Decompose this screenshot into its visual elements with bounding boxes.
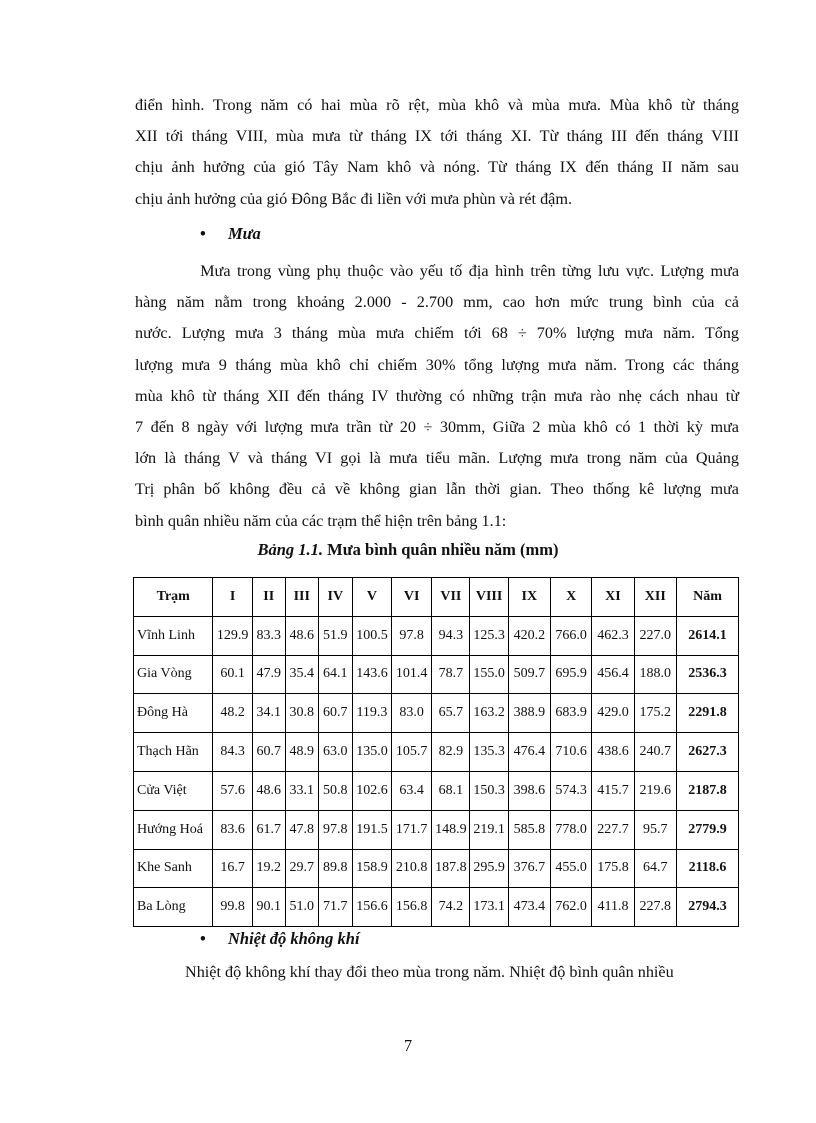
table-cell: 63.4: [392, 771, 432, 810]
table-cell: 227.0: [634, 616, 676, 655]
paragraph-rain: [135, 256, 739, 537]
table-cell: 94.3: [432, 616, 470, 655]
section-heading-rain: [200, 224, 261, 244]
annual-total: 2291.8: [676, 694, 738, 733]
paragraph-temperature: Nhiệt độ không khí thay đổi theo mùa trong năm. Nhiệt độ bình quân nhiều: [185, 963, 674, 981]
table-cell: 150.3: [470, 771, 508, 810]
table-cell: 683.9: [551, 694, 592, 733]
text-line: Mưa trong vùng phụ thuộc vào yếu tố địa hình trên từng lưu vực. Lượng mưa: [135, 262, 739, 280]
table-cell: 95.7: [634, 810, 676, 849]
table-cell: 48.9: [285, 733, 318, 772]
annual-total: 2794.3: [676, 888, 738, 927]
table-cell: 135.3: [470, 733, 508, 772]
table-cell: 105.7: [392, 733, 432, 772]
table-cell: 710.6: [551, 733, 592, 772]
text-line: lớn là tháng V và tháng VI gọi là mưa tiểu mãn. Lượng mưa trong năm của Quảng: [135, 449, 739, 468]
annual-total: 2627.3: [676, 733, 738, 772]
table-cell: 61.7: [252, 810, 285, 849]
table-cell: 438.6: [592, 733, 634, 772]
table-cell: 163.2: [470, 694, 508, 733]
table-cell: 78.7: [432, 655, 470, 694]
annual-total: 2536.3: [676, 655, 738, 694]
table-cell: 48.6: [252, 771, 285, 810]
annual-total: 2779.9: [676, 810, 738, 849]
column-header: XII: [634, 578, 676, 617]
table-cell: 97.8: [318, 810, 352, 849]
table-cell: 187.8: [432, 849, 470, 888]
table-cell: 60.7: [252, 733, 285, 772]
table-cell: 33.1: [285, 771, 318, 810]
table-cell: 695.9: [551, 655, 592, 694]
table-cell: 48.2: [213, 694, 252, 733]
section-heading-temperature: [200, 929, 360, 949]
bullet-icon: •: [200, 224, 206, 243]
table-cell: 227.7: [592, 810, 634, 849]
table-cell: 119.3: [352, 694, 391, 733]
table-cell: 420.2: [508, 616, 550, 655]
table-cell: 156.6: [352, 888, 391, 927]
table-cell: 47.9: [252, 655, 285, 694]
column-header: IV: [318, 578, 352, 617]
text-line: chịu ảnh hưởng của gió Tây Nam khô và nóng. Từ tháng IX đến tháng II năm sau: [135, 158, 739, 177]
bullet-icon: •: [200, 929, 206, 948]
table-cell: 129.9: [213, 616, 252, 655]
text-line: lượng mưa 9 tháng mùa khô chỉ chiếm 30% tổng lượng mưa năm. Trong các tháng: [135, 355, 739, 374]
table-cell: 71.7: [318, 888, 352, 927]
table-cell: 30.8: [285, 694, 318, 733]
table-row: [134, 733, 739, 772]
table-cell: 158.9: [352, 849, 391, 888]
table-cell: 60.1: [213, 655, 252, 694]
table-cell: 456.4: [592, 655, 634, 694]
annual-total: 2614.1: [676, 616, 738, 655]
column-header: VII: [432, 578, 470, 617]
table-cell: 125.3: [470, 616, 508, 655]
table-cell: 455.0: [551, 849, 592, 888]
column-header: Trạm: [134, 578, 213, 617]
table-cell: 175.2: [634, 694, 676, 733]
table-cell: 762.0: [551, 888, 592, 927]
table-cell: 47.8: [285, 810, 318, 849]
station-name: Thạch Hãn: [134, 733, 213, 772]
table-cell: 574.3: [551, 771, 592, 810]
table-header-row: [134, 578, 739, 617]
paragraph-climate: [135, 90, 739, 215]
caption-label: Bảng 1.1.: [257, 540, 324, 559]
column-header: III: [285, 578, 318, 617]
table-cell: 51.0: [285, 888, 318, 927]
station-name: Cửa Việt: [134, 771, 213, 810]
text-line: điển hình. Trong năm có hai mùa rõ rệt, mùa khô và mùa mưa. Mùa khô từ tháng: [135, 96, 739, 114]
table-cell: 175.8: [592, 849, 634, 888]
table-cell: 148.9: [432, 810, 470, 849]
table-cell: 143.6: [352, 655, 391, 694]
table-cell: 35.4: [285, 655, 318, 694]
column-header: Năm: [676, 578, 738, 617]
table-cell: 429.0: [592, 694, 634, 733]
table-cell: 210.8: [392, 849, 432, 888]
column-header: VIII: [470, 578, 508, 617]
table-cell: 101.4: [392, 655, 432, 694]
table-cell: 411.8: [592, 888, 634, 927]
table-cell: 99.8: [213, 888, 252, 927]
table-cell: 509.7: [508, 655, 550, 694]
table-cell: 398.6: [508, 771, 550, 810]
table-cell: 74.2: [432, 888, 470, 927]
table-cell: 102.6: [352, 771, 391, 810]
station-name: Gia Vòng: [134, 655, 213, 694]
page-number: 7: [403, 1036, 413, 1055]
table-cell: 29.7: [285, 849, 318, 888]
table-cell: 173.1: [470, 888, 508, 927]
table-cell: 135.0: [352, 733, 391, 772]
table-row: [134, 694, 739, 733]
text-line: 7 đến 8 ngày với lượng mưa trần từ 20 ÷ 30mm, Giữa 2 mùa khô có 1 thời kỳ mưa: [135, 418, 739, 437]
heading-text: Mưa: [228, 224, 261, 243]
table-cell: 48.6: [285, 616, 318, 655]
table-cell: 34.1: [252, 694, 285, 733]
table-cell: 462.3: [592, 616, 634, 655]
table-row: [134, 888, 739, 927]
table-row: [134, 849, 739, 888]
column-header: I: [213, 578, 252, 617]
annual-total: 2187.8: [676, 771, 738, 810]
rainfall-table: [133, 577, 739, 927]
table-cell: 83.6: [213, 810, 252, 849]
table-cell: 219.1: [470, 810, 508, 849]
table-cell: 100.5: [352, 616, 391, 655]
table-cell: 219.6: [634, 771, 676, 810]
station-name: Khe Sanh: [134, 849, 213, 888]
table-cell: 473.4: [508, 888, 550, 927]
table-cell: 83.0: [392, 694, 432, 733]
table-cell: 60.7: [318, 694, 352, 733]
station-name: Vĩnh Linh: [134, 616, 213, 655]
table-cell: 90.1: [252, 888, 285, 927]
table-cell: 155.0: [470, 655, 508, 694]
table-row: [134, 810, 739, 849]
table-cell: 191.5: [352, 810, 391, 849]
table-cell: 415.7: [592, 771, 634, 810]
text-line: XII tới tháng VIII, mùa mưa từ tháng IX tới tháng XI. Từ tháng III đến tháng VIII: [135, 127, 739, 146]
table-cell: 240.7: [634, 733, 676, 772]
table-cell: 57.6: [213, 771, 252, 810]
heading-text: Nhiệt độ không khí: [228, 929, 360, 948]
column-header: XI: [592, 578, 634, 617]
table-cell: 16.7: [213, 849, 252, 888]
table-cell: 84.3: [213, 733, 252, 772]
table-cell: 83.3: [252, 616, 285, 655]
table-cell: 295.9: [470, 849, 508, 888]
text-line: nước. Lượng mưa 3 tháng mùa mưa chiếm tới 68 ÷ 70% lượng mưa năm. Tổng: [135, 324, 739, 343]
table-cell: 68.1: [432, 771, 470, 810]
table-row: [134, 771, 739, 810]
table-cell: 476.4: [508, 733, 550, 772]
table-cell: 64.7: [634, 849, 676, 888]
station-name: Ba Lòng: [134, 888, 213, 927]
column-header: IX: [508, 578, 550, 617]
table-cell: 50.8: [318, 771, 352, 810]
table-cell: 19.2: [252, 849, 285, 888]
text-line: hàng năm nằm trong khoảng 2.000 - 2.700 mm, cao hơn mức trung bình của cả: [135, 293, 739, 312]
text-line: chịu ảnh hưởng của gió Đông Bắc đi liền với mưa phùn và rét đậm.: [135, 189, 573, 208]
table-cell: 89.8: [318, 849, 352, 888]
table-cell: 51.9: [318, 616, 352, 655]
text-line: bình quân nhiều năm của các trạm thể hiện trên bảng 1.1:: [135, 511, 507, 530]
table-cell: 227.8: [634, 888, 676, 927]
table-cell: 156.8: [392, 888, 432, 927]
table-cell: 778.0: [551, 810, 592, 849]
table-cell: 376.7: [508, 849, 550, 888]
table-cell: 766.0: [551, 616, 592, 655]
annual-total: 2118.6: [676, 849, 738, 888]
column-header: X: [551, 578, 592, 617]
table-row: [134, 616, 739, 655]
table-cell: 388.9: [508, 694, 550, 733]
text-line: Trị phân bố không đều cả về không gian lẫn thời gian. Theo thống kê lượng mưa: [135, 480, 739, 499]
station-name: Hướng Hoá: [134, 810, 213, 849]
table-cell: 97.8: [392, 616, 432, 655]
text-line: mùa khô từ tháng XII đến tháng IV thường có những trận mưa rào nhẹ cách nhau từ: [135, 386, 739, 405]
table-caption: [0, 540, 816, 560]
table-row: [134, 655, 739, 694]
table-cell: 65.7: [432, 694, 470, 733]
table-cell: 64.1: [318, 655, 352, 694]
table-cell: 63.0: [318, 733, 352, 772]
table-cell: 585.8: [508, 810, 550, 849]
station-name: Đông Hà: [134, 694, 213, 733]
column-header: VI: [392, 578, 432, 617]
table-cell: 171.7: [392, 810, 432, 849]
column-header: V: [352, 578, 391, 617]
column-header: II: [252, 578, 285, 617]
table-cell: 188.0: [634, 655, 676, 694]
caption-text: Mưa bình quân nhiều năm (mm): [327, 540, 559, 559]
table-cell: 82.9: [432, 733, 470, 772]
